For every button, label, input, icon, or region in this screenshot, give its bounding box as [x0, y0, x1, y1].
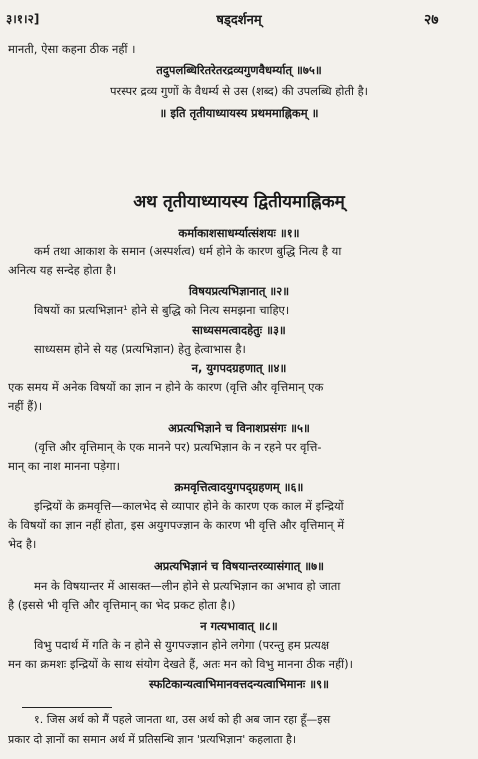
sutra-line: विषयप्रत्यभिज्ञानात् ॥२॥ — [188, 284, 290, 298]
header-sutra-ref: ३।१।२] — [6, 12, 40, 26]
text-line: नहीं हैं)। — [8, 399, 43, 413]
page-number: २७ — [424, 12, 439, 28]
footnote-line: १. जिस अर्थ को मैं पहले जानता था, उस अर्थ को ही अब जान रहा हूँ—इस — [34, 713, 331, 726]
sutra-line: न, युगपदग्रहणात् ॥४॥ — [191, 361, 287, 375]
text-line: मन के विषयान्तर में आसक्त—लीन होने से प्रत्यभिज्ञान का अभाव हो जाता — [34, 579, 341, 593]
sutra-line: अप्रत्यभिज्ञानं च विषयान्तरव्यासंगात् ॥७॥ — [153, 559, 325, 573]
text-line: परस्पर द्रव्य गुणों के वैधर्म्य से उस (शब्द) की उपलब्धि होती है। — [109, 84, 369, 98]
footnote-divider — [22, 707, 112, 708]
header-title: षड्दर्शनम् — [216, 13, 262, 28]
sutra-line: तदुपलब्धिरितरेतरद्रव्यगुणवैधर्म्यात् ॥७५॥ — [156, 63, 322, 77]
sutra-line: न गत्यभावात् ॥८॥ — [200, 619, 278, 633]
sutra-line: अप्रत्यभिज्ञाने च विनाशप्रसंगः ॥५॥ — [168, 421, 310, 435]
footnote-line: प्रकार दो ज्ञानों का समान अर्थ में प्रतिसन्धि ज्ञान 'प्रत्यभिज्ञान' कहलाता है। — [8, 733, 297, 746]
text-line: भेद है। — [8, 537, 37, 551]
text-line: (वृत्ति और वृत्तिमान् के एक मानने पर) प्रत्यभिज्ञान के न रहने पर वृत्ति- — [34, 440, 322, 454]
text-line: साध्यसम होने से यह (प्रत्यभिज्ञान) हेतु हेत्वाभास है। — [34, 342, 246, 356]
text-line: अनित्य यह सन्देह होता है। — [8, 263, 117, 277]
chapter-end-line: ॥ इति तृतीयाध्यायस्य प्रथममाह्निकम् ॥ — [159, 106, 319, 120]
text-line: विभु पदार्थ में गति के न होने से युगपज्ज्ञान होने लगेगा (परन्तु हम प्रत्यक्ष — [34, 638, 330, 652]
text-line: मन का क्रमशः इन्द्रियों के साथ संयोग देखते हैं, अतः मन को विभु मानना ठीक नहीं)। — [8, 657, 353, 671]
section-heading: अथ तृतीयाध्यायस्य द्वितीयमाह्निकम् — [133, 192, 345, 212]
sutra-line: स्फटिकान्यत्वाभिमानवत्तदन्यत्वाभिमानः ॥९॥ — [148, 677, 330, 691]
text-line: कर्म तथा आकाश के समान (अस्पर्शत्व) धर्म होने के कारण बुद्धि नित्य है या — [34, 244, 342, 258]
text-line: मानती, ऐसा कहना ठीक नहीं । — [8, 42, 136, 56]
sutra-line: कर्माकाशसाधर्म्यात्संशयः ॥१॥ — [178, 226, 300, 240]
text-line: मान् का नाश मानना पड़ेगा। — [8, 459, 120, 473]
sutra-line: क्रमवृत्तित्वादयुगपद्ग्रहणम् ॥६॥ — [174, 480, 304, 494]
sutra-line: साध्यसमत्वादहेतुः ॥३॥ — [192, 323, 286, 337]
text-line: एक समय में अनेक विषयों का ज्ञान न होने के कारण (वृत्ति और वृत्तिमान् एक — [8, 380, 324, 394]
text-line: इन्द्रियों के क्रमवृत्ति—कालभेद से व्यापार होने के कारण एक काल में इन्द्रियों — [34, 499, 344, 513]
text-line: विषयों का प्रत्यभिज्ञान¹ होने से बुद्धि को नित्य समझना चाहिए। — [34, 303, 290, 317]
text-line: के विषयों का ज्ञान नहीं होता, इस अयुगपज्ज्ञान के कारण भी वृत्ति और वृत्तिमान् में — [8, 518, 345, 532]
text-line: है (इससे भी वृत्ति और वृत्तिमान् का भेद प्रकट होता है।) — [8, 598, 236, 612]
